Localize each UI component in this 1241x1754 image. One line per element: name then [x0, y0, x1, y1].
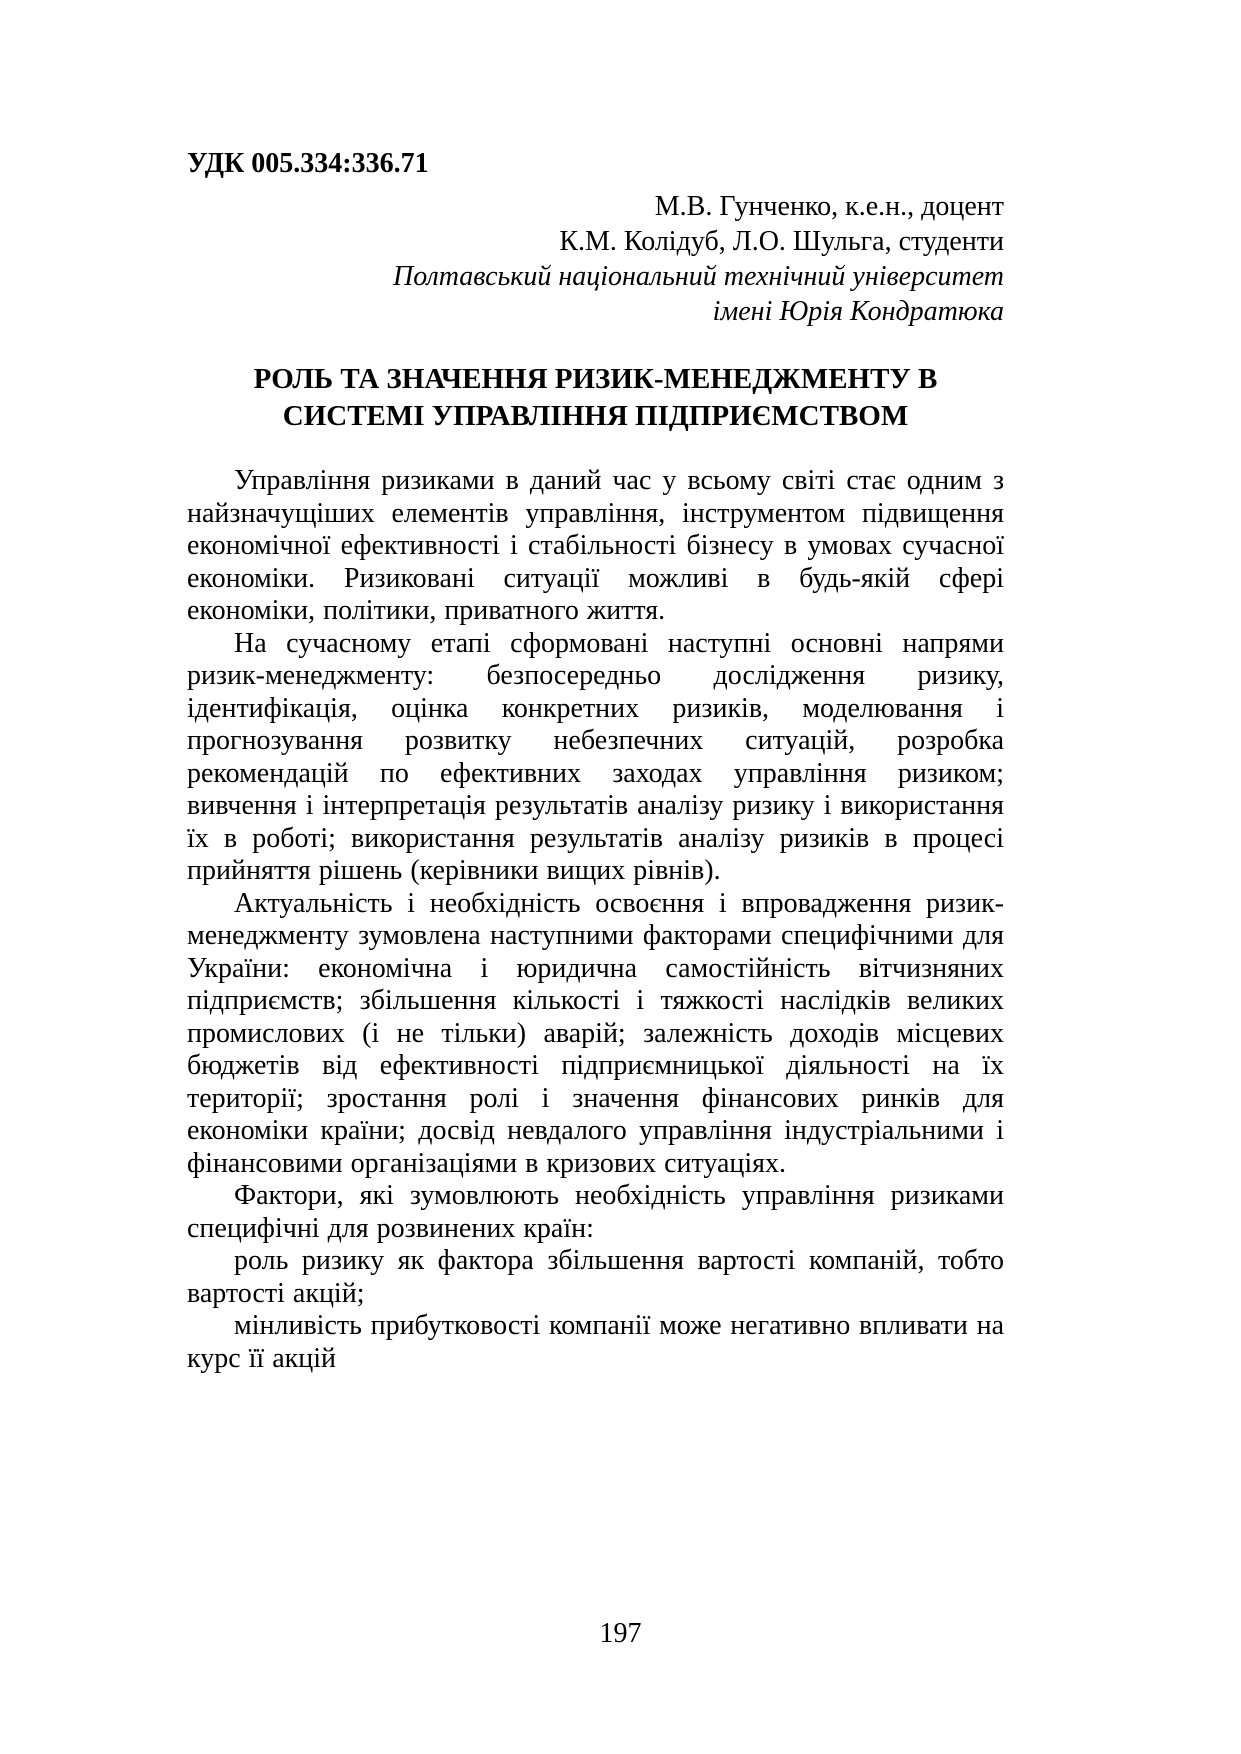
article-title: РОЛЬ ТА ЗНАЧЕННЯ РИЗИК-МЕНЕДЖМЕНТУ В СИСТЕМІ УПРАВЛІННЯ ПІДПРИЄМСТВОМ: [253, 363, 938, 432]
paragraph-2: На сучасному етапі сформовані наступні основні напрями ризик-менеджменту: безпосередньо дослідження ризику, ідентифікація, оцінка конкретних ризиків, моделювання і прогнозування розвитку небезпечних ситуацій, розробка рекомендацій по ефективних заходах управління ризиком; вивчення і інтерпретація результатів аналізу ризику і використання їх в роботі; використання результатів аналізу ризиків в процесі прийняття рішень (керівники вищих рівнів).: [187, 627, 1004, 886]
page-number: 197: [599, 1618, 642, 1649]
affiliation-line-1: Полтавський національний технічний університет: [393, 261, 1004, 292]
byline: [187, 189, 1004, 329]
affiliation-line-2: імені Юрія Кондратюка: [712, 296, 1004, 327]
paragraph-1: Управління ризиками в даний час у всьому світі стає одним з найзначущіших елементів управління, інструментом підвищення економічної ефективності і стабільності бізнесу в умовах сучасної економіки. Ризиковані ситуації можливі в будь-якій сфері економіки, політики, приватного життя.: [187, 465, 1004, 626]
author-line-1: М.В. Гунченко, к.е.н., доцент: [654, 191, 1004, 222]
article-body: [187, 465, 1004, 1375]
paragraph-3: Актуальність і необхідність освоєння і впровадження ризик-менеджменту зумовлена наступними факторами специфічними для України: економічна і юридична самостійність вітчизняних підприємств; збільшення кількості і тяжкості наслідків великих промислових (і не тільки) аварій; залежність доходів місцевих бюджетів від ефективності підприємницької діяльності на їх території; зростання ролі і значення фінансових ринків для економіки країни; досвід невдалого управління індустріальними і фінансовими організаціями в кризових ситуаціях.: [187, 887, 1004, 1179]
paragraph-5: роль ризику як фактора збільшення вартості компаній, тобто вартості акцій;: [187, 1245, 1004, 1309]
page-content: [187, 146, 1004, 1375]
paragraph-6: мінливість прибутковості компанії може негативно впливати на курс її акцій: [187, 1310, 1004, 1374]
paragraph-4: Фактори, які зумовлюють необхідність управління ризиками специфічні для розвинених країн:: [187, 1180, 1004, 1244]
author-line-2: К.М. Колідуб, Л.О. Шульга, студенти: [559, 226, 1004, 257]
udc-code: УДК 005.334:336.71: [187, 148, 429, 179]
